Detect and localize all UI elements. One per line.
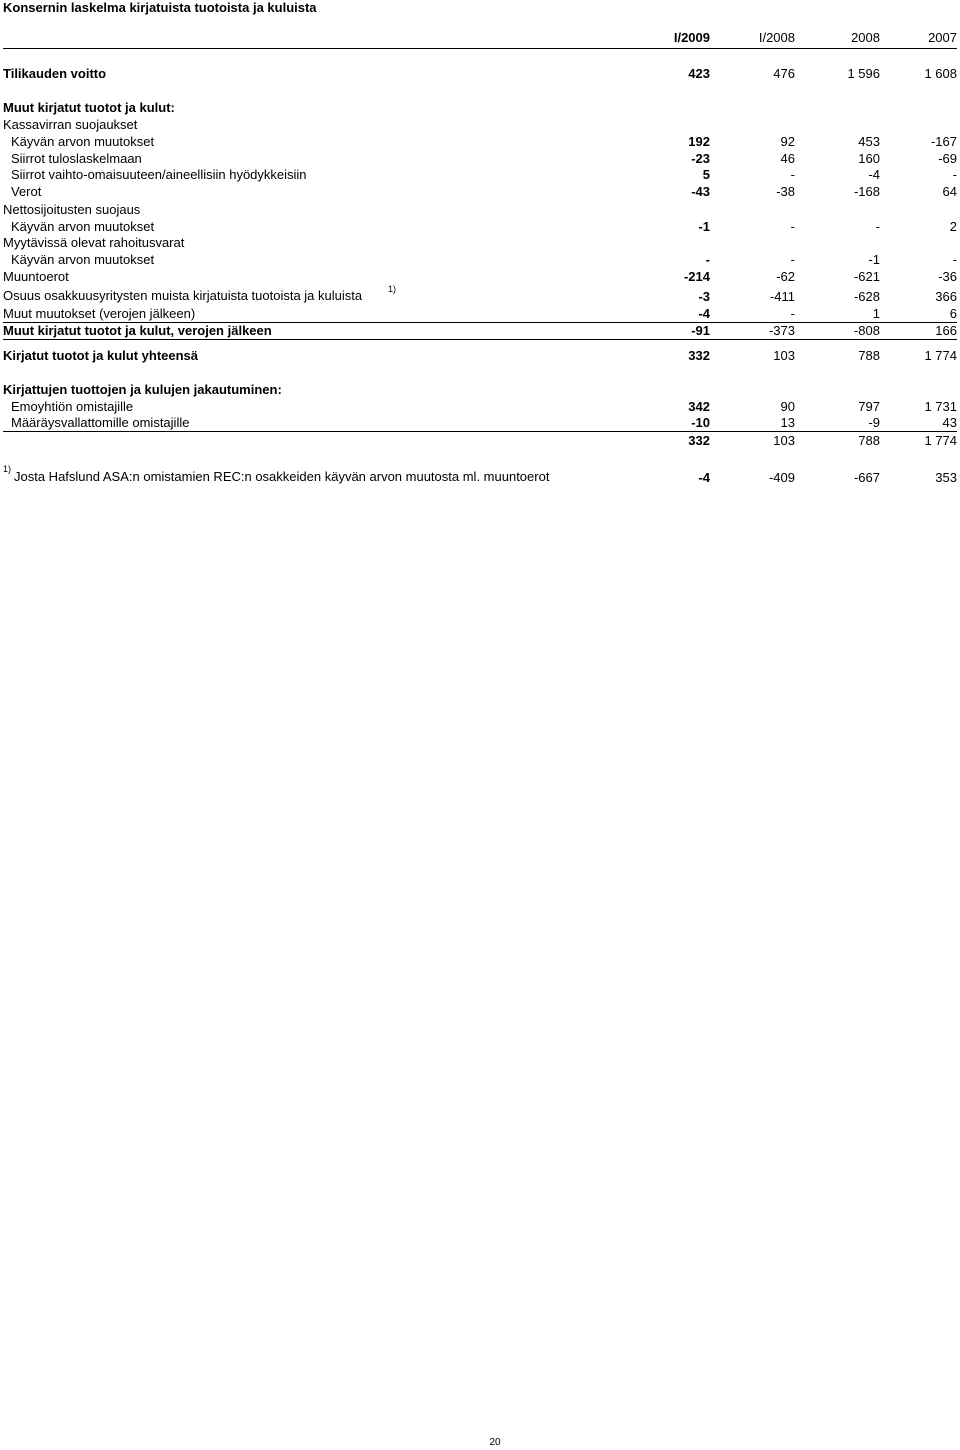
row-value: 423 [688,66,710,81]
subtotal-rule [3,339,957,340]
row-value: -808 [853,323,880,338]
row-value: - [875,219,880,234]
row-value: 103 [773,348,795,363]
footnote-value: -667 [853,470,880,485]
row-value: - [952,167,957,182]
row-value: 92 [780,134,795,149]
row-label: Muut muutokset (verojen jälkeen) [3,306,196,321]
row-label: Tilikauden voitto [3,66,107,81]
row-value: 453 [858,134,880,149]
column-header: 2007 [928,30,957,45]
group-label: Myytävissä olevat rahoitusvarat [3,235,185,250]
row-value: 1 [872,306,880,321]
row-value: -38 [776,184,795,199]
row-label: Muuntoerot [3,269,69,284]
row-value: 342 [688,399,710,414]
row-value: 476 [773,66,795,81]
column-header: I/2008 [758,30,795,45]
row-label: Verot [11,184,42,199]
row-value: -23 [691,151,710,166]
footnote-marker: 1) [388,284,397,294]
row-value: 46 [780,151,795,166]
row-value: 192 [688,134,710,149]
page-title: Konsernin laskelma kirjatuista tuotoista ja kuluista [3,0,317,15]
row-value: 64 [942,184,957,199]
row-label: Määräysvallattomille omistajille [11,415,190,430]
row-value: -4 [868,167,880,182]
row-label: Siirrot tuloslaskelmaan [11,151,142,166]
row-value: -373 [768,323,795,338]
row-value: 13 [780,415,795,430]
footnote-value: -409 [768,470,795,485]
row-value: -91 [691,323,710,338]
row-value: -167 [930,134,957,149]
row-value: 1 596 [847,66,880,81]
row-value: 1 774 [924,348,957,363]
row-value: 90 [780,399,795,414]
row-value: - [790,252,795,267]
row-label: Käyvän arvon muutokset [11,252,155,267]
section-heading: Kirjattujen tuottojen ja kulujen jakautuminen: [3,382,282,397]
row-value: - [790,306,795,321]
row-value: 160 [858,151,880,166]
column-header: 2008 [851,30,880,45]
row-value: -43 [691,184,710,199]
row-label: Emoyhtiön omistajille [11,399,134,414]
row-value: -36 [938,269,957,284]
row-value: -411 [769,289,795,304]
section-heading: Muut kirjatut tuotot ja kulut: [3,100,175,115]
group-label: Kassavirran suojaukset [3,117,138,132]
row-value: 332 [688,348,710,363]
row-value: -10 [691,415,710,430]
row-value: -9 [868,415,880,430]
row-value: 788 [858,348,880,363]
row-value: -69 [938,151,957,166]
row-value: 43 [942,415,957,430]
row-value: -1 [698,219,710,234]
row-value: -3 [698,289,710,304]
row-value: - [790,167,795,182]
header-rule [3,48,957,49]
group-label: Nettosijoitusten suojaus [3,202,141,217]
column-header: I/2009 [673,30,710,45]
row-value: -1 [868,252,880,267]
row-value: - [790,219,795,234]
row-value: - [952,252,957,267]
row-label: Osuus osakkuusyritysten muista kirjatuista tuotoista ja kuluista [3,288,363,303]
row-value: -62 [776,269,795,284]
row-value: 1 731 [924,399,957,414]
row-value: 103 [773,433,795,448]
row-value: 1 774 [924,433,957,448]
row-value: -628 [853,289,880,304]
row-value: -214 [683,269,710,284]
row-value: 1 608 [924,66,957,81]
row-label: Käyvän arvon muutokset [11,219,155,234]
row-value: 6 [949,306,957,321]
row-value: 2 [949,219,957,234]
row-label: Käyvän arvon muutokset [11,134,155,149]
row-value: 366 [935,289,957,304]
row-label: Siirrot vaihto-omaisuuteen/aineellisiin hyödykkeisiin [11,167,307,182]
row-label: Kirjatut tuotot ja kulut yhteensä [3,348,199,363]
row-value: 797 [858,399,880,414]
row-value: -168 [853,184,880,199]
row-value: - [705,252,710,267]
row-value: -621 [853,269,880,284]
row-value: 788 [858,433,880,448]
footnote-marker: 1) [3,464,12,474]
total-rule [3,431,957,432]
page-number: 20 [489,1437,501,1448]
row-label: Muut kirjatut tuotot ja kulut, verojen jälkeen [3,323,272,338]
row-value: -4 [698,306,710,321]
row-value: 332 [688,433,710,448]
row-value: 5 [702,167,710,182]
row-value: 166 [935,323,957,338]
footnote-text: Josta Hafslund ASA:n omistamien REC:n osakkeiden käyvän arvon muutosta ml. muuntoerot [14,469,550,484]
footnote-value: -4 [698,470,710,485]
footnote-value: 353 [935,470,957,485]
